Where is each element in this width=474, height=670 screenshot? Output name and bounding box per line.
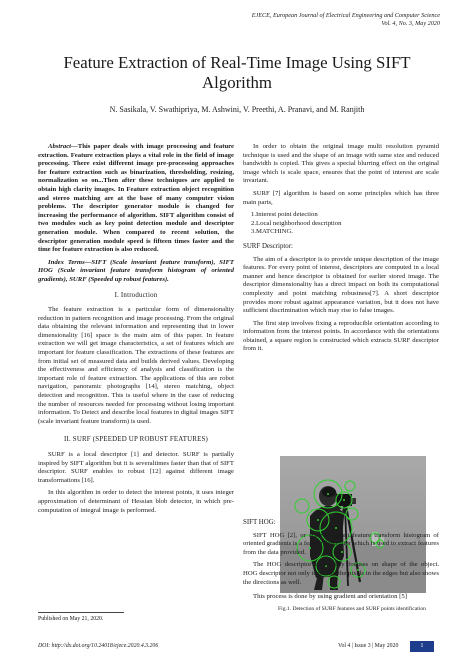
- abstract-text: —This paper deals with image processing and feature extraction. Feature extraction plays a vital role in the field of image processing. There exist different image pre-processing approaches for feature extraction such as binarization, thresholding, resizing, normalization so on...Then after these techniques are applied to obtain high clarity images. In Feature extraction object recognition and stereo matching are at the base of many computer vision problems. The descriptor generator module is changed for increasing the performance of algorithm. SIFT algorithm consist of two modules such as key point detection module and descriptor generation module. When compared to recent solution, the descriptor generation module speed is fifteen times faster and the time for feature extraction is also reduced.: [38, 143, 234, 254]
- index-terms-text: —SIFT (Scale invariant feature transform), SIFT HOG (Scale invariant feature transform histogram of oriented gradients), SURF (Speeded up robust features).: [38, 258, 234, 283]
- issue-info: Vol 4 | Issue 3 | May 2020: [338, 643, 399, 649]
- paper-title: Feature Extraction of Real-Time Image Using SIFT Algorithm: [63, 53, 411, 92]
- right-column-top: [243, 143, 439, 358]
- footnote-rule: [38, 612, 124, 613]
- left-column: [38, 143, 234, 519]
- abstract-label: Abstract: [48, 143, 72, 150]
- surf-paragraph-2: In this algorithm in order to detect the interest points, it uses integer approximation of determinant of Hessian blob detector, in which pre-computation of integral image is performed.: [38, 489, 234, 514]
- page-number: 1: [410, 641, 434, 652]
- index-terms-label: Index Terms: [48, 258, 85, 266]
- doi-link[interactable]: DOI: http://dx.doi.org/10.24018/ejece.2020.4.3.206: [38, 643, 159, 649]
- list-item: 2.Local neighborhood description: [251, 219, 342, 227]
- journal-name: EJECE, European Journal of Electrical Engineering and Computer Science: [251, 12, 440, 19]
- hog-paragraph-3: This process is done by using gradient and orientation [5]: [253, 593, 407, 601]
- list-item: 1.Interest point detection: [251, 211, 318, 219]
- figure-caption: Fig.1. Detection of SURF features and SURF points identification: [278, 606, 426, 612]
- list-item: 3.MATCHING.: [251, 228, 293, 236]
- journal-header: [180, 12, 440, 28]
- footnote: Published on May 21, 2020.: [38, 616, 104, 622]
- section-introduction-heading: I. Introduction: [114, 291, 158, 299]
- surf-parts-list: [251, 211, 439, 237]
- right-paragraph-3: The aim of a descriptor is to provide unique description of the image features. For every point of interest, descriptors are computed in a local manner and hence descriptor is obtained for earlier stored image. The descriptor dimensionality has a direct impact on both its computational complexity and point matching robustness[7]. A short descriptor provides more robust against appearance variation, but it does not have sufficient discrimination which may rise to false images.: [243, 255, 439, 315]
- right-paragraph-4: The first step involves fixing a reproducible orientation according to information from the interest points. In accordance with the orientations obtained, a square region is constructed which extracts SURF descriptor from it.: [243, 319, 439, 353]
- hog-paragraph-2: The HOG descriptor completely focuses on shape of the object. HOG descriptor not only identifies the pixels in the edges but also shows the directions as well.: [243, 561, 439, 586]
- hog-paragraph-1: SIFT HOG [2], or scale invariant feature transform histogram of oriented gradients is a feature descriptor which is used to extract features from the data provided.: [243, 531, 439, 556]
- surf-paragraph-1: SURF is a local descriptor [1] and detector. SURF is partially inspired by SIFT algorithm but it is severaltimes faster than that of SIFT descriptor. SURF enables to robust [12] against different image transformations [16].: [38, 451, 234, 484]
- paper-authors: N. Sasikala, V. Swathipriya, M. Ashwini, V. Preethi, A. Pranavi, and M. Ranjith: [109, 105, 365, 114]
- sift-hog-heading: SIFT HOG:: [243, 519, 276, 526]
- journal-volume: Vol. 4, No. 3, May 2020: [381, 20, 440, 27]
- intro-paragraph: The feature extraction is a particular form of dimensionality reduction in pattern recognition and image processing. From the original data obtaining the relevant information and representing that in lower dimensionality [16] space is the main aim of this paper. In feature extraction we will get image characteristics, a set of features which are important for feature classification. The extractions of these features are from initial set of measured data and builds derived values. Developing the effectiveness and efficiency of analysis and classification is the important role of feature extraction. The applications of this are robot navigation, panoramic photographs [14], stereo matching, object detection and recognition. This is useful where in the case of reducing the number of resources needed for processing without losing important information. To Detect and describe local features in digital images SIFT (scale invariant feature transform) is used.: [38, 306, 234, 425]
- surf-descriptor-heading: SURF Descriptor:: [243, 242, 293, 250]
- right-paragraph-2: SURF [7] algorithm is based on some principles which has three main parts,: [243, 189, 439, 206]
- section-surf-heading: II. SURF (SPEEDED UP ROBUST FEATURES): [63, 436, 209, 444]
- sift-hog-area: [243, 519, 439, 606]
- index-terms: [38, 259, 234, 285]
- abstract: [38, 143, 234, 255]
- right-paragraph-1: In order to obtain the original image multi resolution pyramid technique is used and the shape of an image with same size and reduced bandwidth is copied. This gives a special blurring effect on the original image which is scale space, ensures that the point of interest are scale invariant.: [243, 143, 439, 185]
